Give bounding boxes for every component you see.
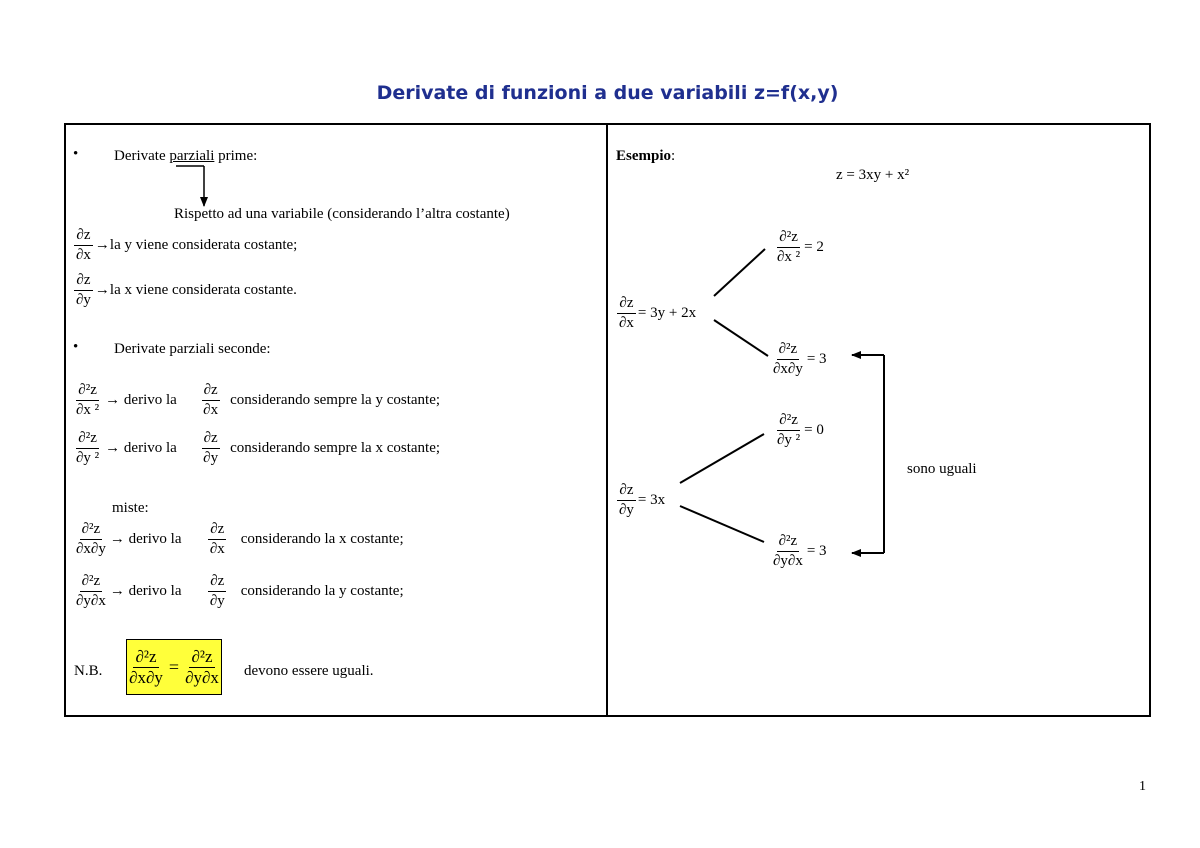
second-derivatives-heading: Derivate parziali seconde: xyxy=(114,341,271,357)
example-dxdy: $\frac{\text{∂²z}}{\partial x\partial y}$ = 3 xyxy=(773,341,827,377)
nb-label: N.B. xyxy=(74,663,103,679)
bullet-icon: • xyxy=(73,339,79,355)
second-derivative-yy: $\frac{\text{∂²z}}{\text{∂y ²}}$ → derivo la $\frac{\partial z}{\partial y}$ considerando sempre la x costante; xyxy=(76,430,441,466)
example-function: z = 3xy + x² xyxy=(836,167,910,183)
nb-text: devono essere uguali. xyxy=(244,663,374,679)
example-d2x: $\frac{\text{∂²z}}{\text{∂x ²}}$ = 2 xyxy=(777,229,824,265)
bullet-icon: • xyxy=(73,146,79,162)
example-dydx: $\frac{\text{∂²z}}{\partial y\partial x}$ = 3 xyxy=(773,533,827,569)
second-derivative-xx: $\frac{\text{∂²z}}{\text{∂x ²}}$ → derivo la $\frac{\partial z}{\partial x}$ considerando sempre la y costante; xyxy=(76,382,441,418)
schwarz-highlight-box: $\frac{\text{∂²z}}{\partial x\partial y}$ = $\frac{\text{∂²z}}{\partial y\partial x}$ xyxy=(126,639,222,695)
mixed-heading: miste: xyxy=(112,500,149,516)
mixed-derivative-xy: $\frac{\text{∂²z}}{\partial x\partial y}$ → derivo la $\frac{\partial z}{\partial x}$ considerando la x costante; xyxy=(76,521,404,557)
respect-note: Rispetto ad una variabile (considerando l’altra costante) xyxy=(174,206,510,222)
example-dzdy: $\frac{\partial z}{\partial y}$ = 3x xyxy=(619,482,666,518)
page-title: Derivate di funzioni a due variabili z=f(x,y) xyxy=(376,82,839,104)
branch-line-dx-dxdy xyxy=(714,320,768,356)
example-dzdx: $\frac{\partial z}{\partial x}$ = 3y + 2x xyxy=(619,295,697,331)
mixed-derivative-yx: $\frac{\text{∂²z}}{\partial y\partial x}$ → derivo la $\frac{\partial z}{\partial y}$ considerando la y costante; xyxy=(76,573,404,609)
branch-line-dy-d2y xyxy=(680,434,764,483)
page-number: 1 xyxy=(1139,779,1146,794)
first-derivatives-heading: Derivate parziali prime: xyxy=(114,148,258,164)
branch-line-dy-dydx xyxy=(680,506,764,542)
example-label: Esempio: xyxy=(616,148,676,164)
first-derivative-y: $\frac{\partial z}{\partial y}$ →la x viene considerata costante. xyxy=(76,272,297,308)
example-d2y: $\frac{\text{∂²z}}{\text{∂y ²}}$ = 0 xyxy=(777,412,824,448)
equal-note: sono uguali xyxy=(907,461,977,477)
first-derivative-x: $\frac{\partial z}{\partial x}$ →la y viene considerata costante; xyxy=(76,227,298,263)
branch-line-dx-d2x xyxy=(714,249,765,296)
